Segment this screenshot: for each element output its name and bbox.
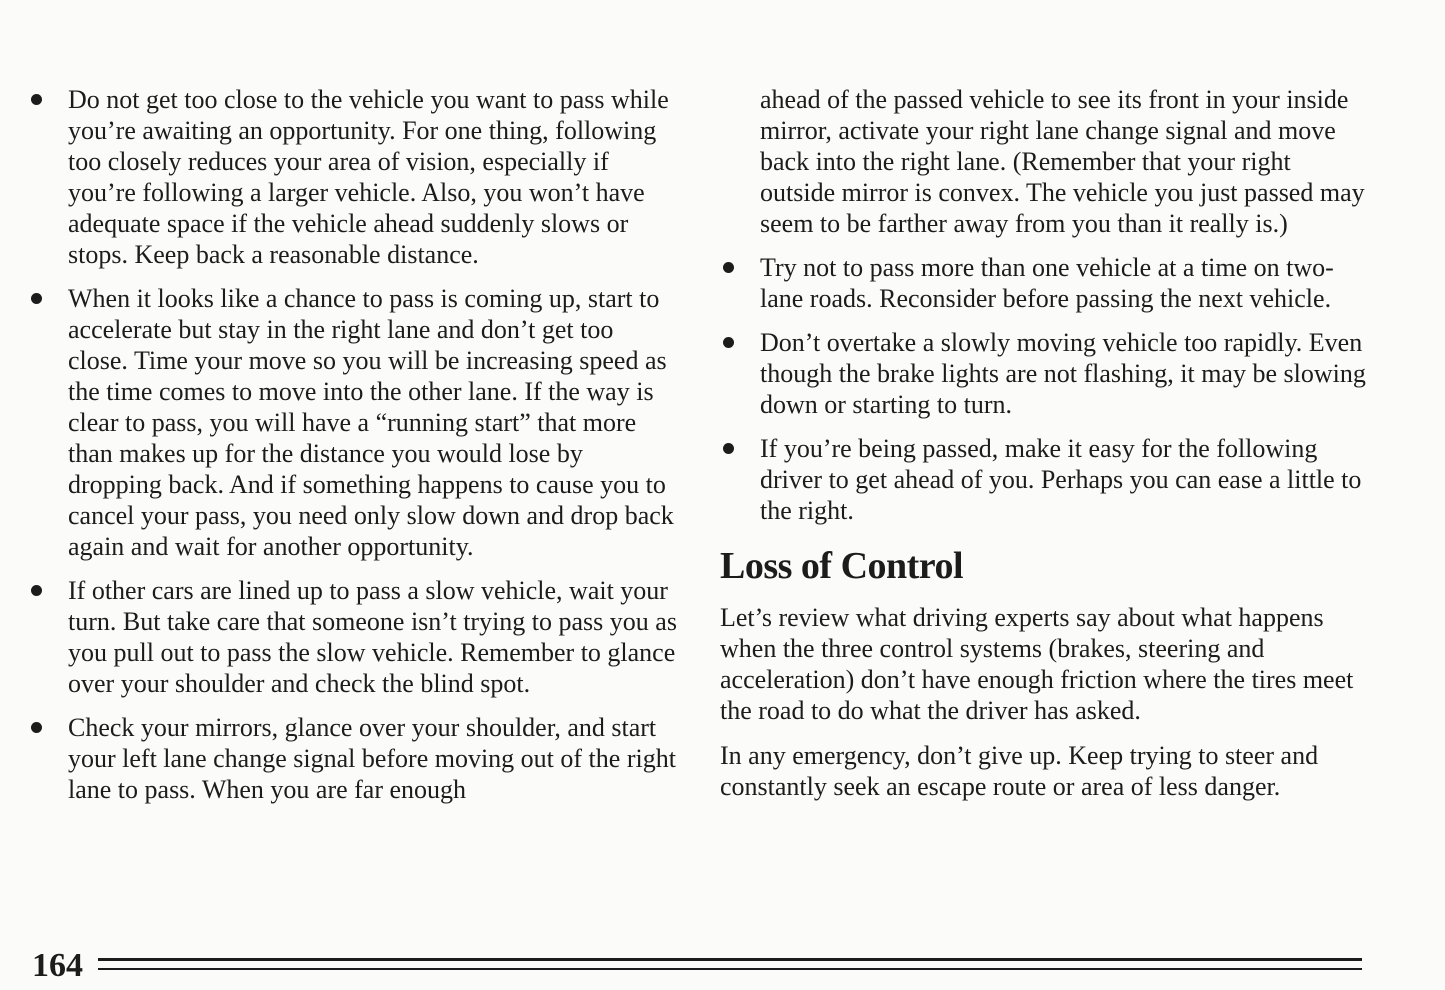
list-item [720,327,1370,420]
bullet-icon [31,293,42,304]
continued-text: ahead of the passed vehicle to see its front in your inside mirror, activate your right lane change signal and move back into the right lane. (Remember that your right outside mirror is convex. The vehicle you just passed may seem to be farther away from you than it really is.) [760,85,1365,238]
section-heading: Loss of Control [720,545,964,587]
list-item [28,575,678,699]
list-item [720,252,1370,314]
bullet-text: If other cars are lined up to pass a slow vehicle, wait your turn. But take care that someone isn’t trying to pass you as you pull out to pass the slow vehicle. Remember to glance over your shoulder and check the blind spot. [68,576,677,698]
paragraph: Let’s review what driving experts say about what happens when the three control systems (brakes, steering and acceleration) don’t have enough friction where the tires meet the road to do what the driver has asked. [720,603,1354,725]
bullet-list [720,252,1370,526]
page-number: 164 [32,947,83,984]
bullet-text: When it looks like a chance to pass is coming up, start to accelerate but stay in the right lane and don’t get too close. Time your move so you will be increasing speed as the time comes to move into the other lane. If the way is clear to pass, you will have a “running start” that more than makes up for the distance you would lose by dropping back. And if something happens to cause you to cancel your pass, you need only slow down and drop back again and wait for another opportunity. [68,284,674,561]
paragraph: In any emergency, don’t give up. Keep trying to steer and constantly seek an escape route or area of less danger. [720,741,1319,801]
bullet-icon [723,337,734,348]
bullet-text: Do not get too close to the vehicle you want to pass while you’re awaiting an opportunity. For one thing, following too closely reduces your area of vision, especially if you’re following a larger vehicle. Also, you won’t have adequate space if the vehicle ahead suddenly slows or stops. Keep back a reasonable distance. [68,85,669,269]
list-item [720,433,1370,526]
bullet-icon [723,443,734,454]
list-item [28,283,678,562]
right-column [720,84,1370,816]
bullet-icon [31,722,42,733]
footer-rule [98,968,1362,970]
bullet-icon [723,262,734,273]
bullet-icon [31,585,42,596]
bullet-list [28,84,678,805]
footer-rule [98,958,1362,961]
bullet-text: Don’t overtake a slowly moving vehicle too rapidly. Even though the brake lights are not flashing, it may be slowing down or starting to turn. [760,328,1366,419]
bullet-text: If you’re being passed, make it easy for the following driver to get ahead of you. Perhaps you can ease a little to the right. [760,434,1362,525]
bullet-text: Check your mirrors, glance over your shoulder, and start your left lane change signal before moving out of the right lane to pass. When you are far enough [68,713,676,804]
list-item [28,84,678,270]
page-footer [32,948,1362,984]
list-item [28,712,678,805]
bullet-text: Try not to pass more than one vehicle at a time on two-lane roads. Reconsider before passing the next vehicle. [760,253,1334,313]
left-column [28,84,678,818]
bullet-icon [31,94,42,105]
